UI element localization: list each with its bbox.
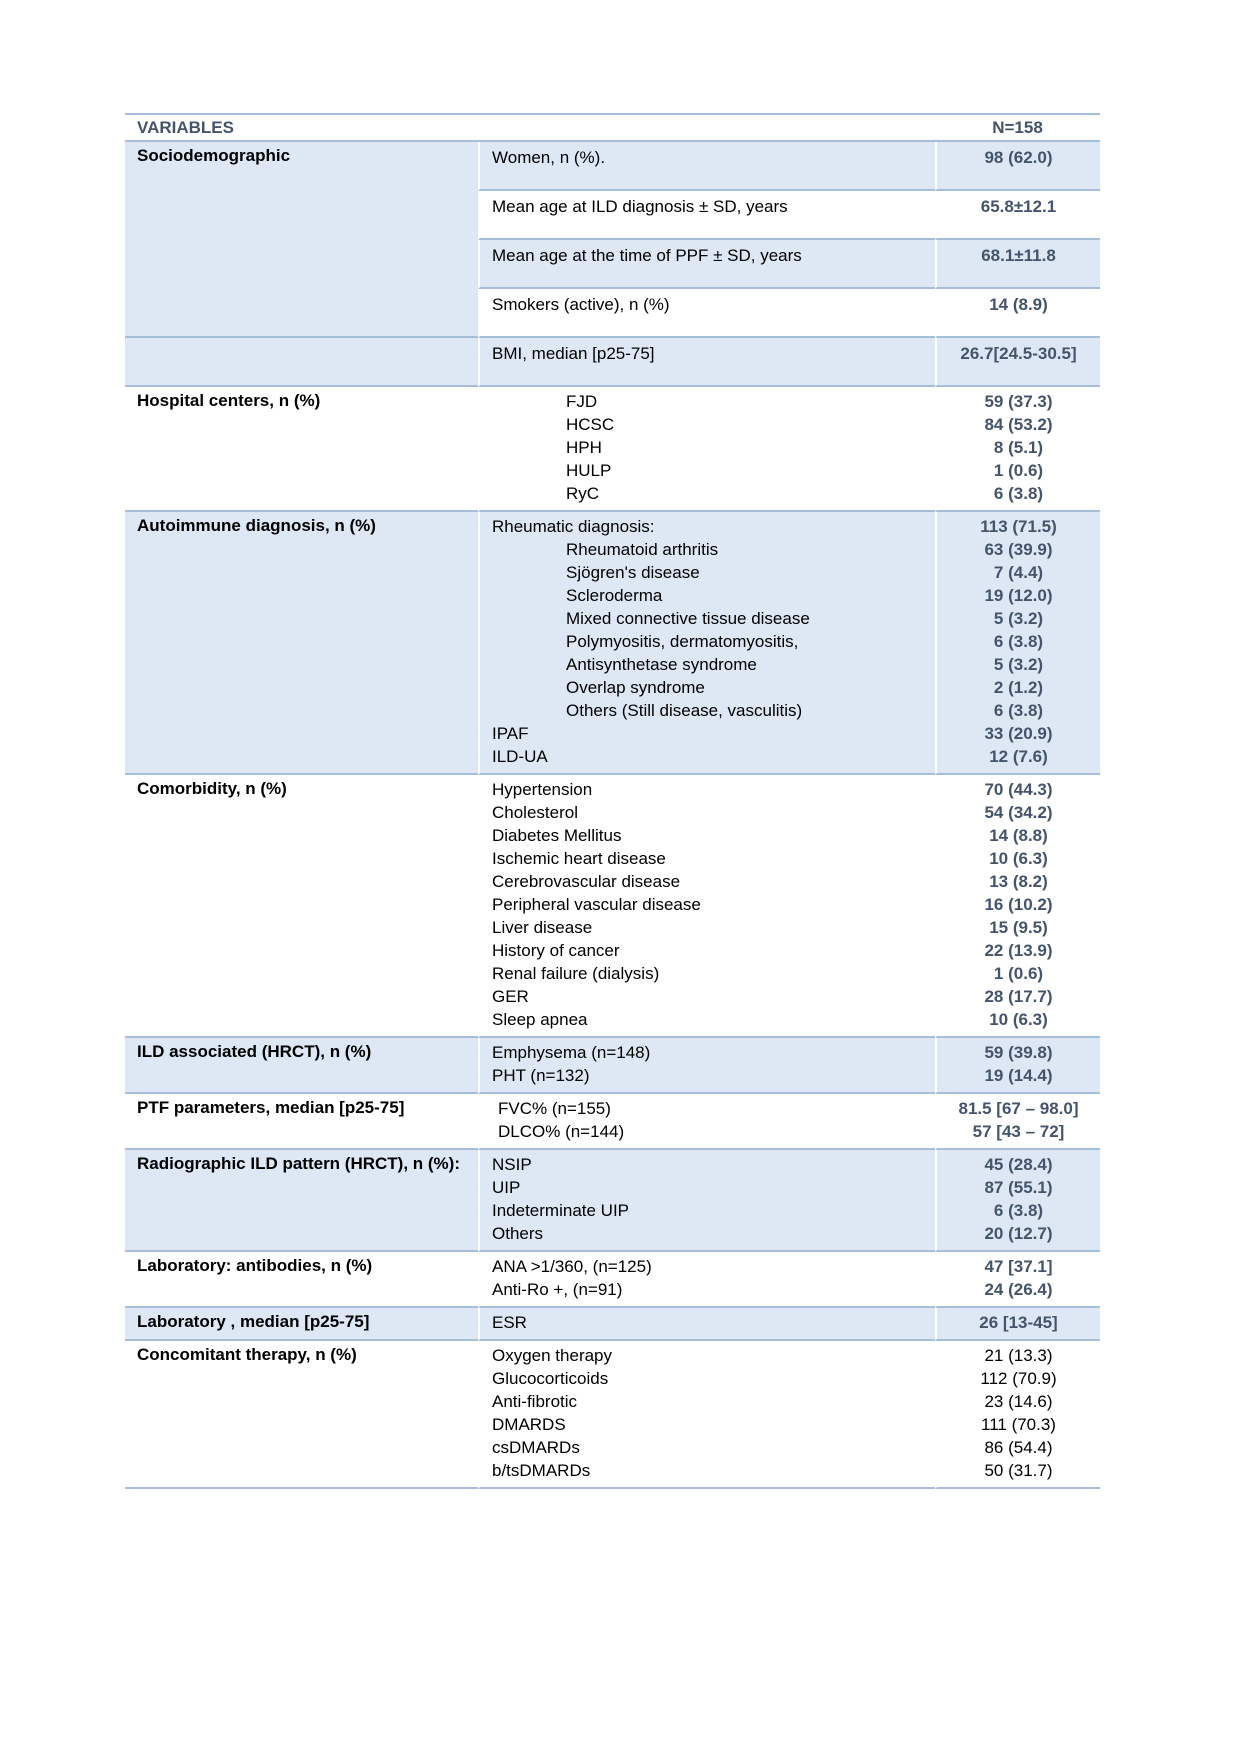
row-values: 21 (13.3) 112 (70.9) 23 (14.6) 111 (70.3) 86 (54.4) 50 (31.7) xyxy=(935,1341,1100,1489)
table-row xyxy=(125,775,1100,1038)
row-items: FVC% (n=155) DLCO% (n=144) xyxy=(478,1094,935,1150)
header-variables: VARIABLES xyxy=(125,113,478,142)
group-label-sociodemographic: Sociodemographic xyxy=(125,142,478,338)
row-items: Rheumatic diagnosis: Rheumatoid arthritis Sjögren's disease Scleroderma Mixed connective tissue disease Polymyositis, dermatomyositis, Antisynthetase syndrome Overlap syndrome Others (Still disease, vasculitis) IPAF ILD-UA xyxy=(478,512,935,775)
table-row xyxy=(125,1150,1100,1252)
row-item: BMI, median [p25-75] xyxy=(478,338,935,387)
row-value: 65.8±12.1 xyxy=(935,191,1100,240)
row-items: FJD HCSC HPH HULP RyC xyxy=(478,387,935,512)
study-variables-table xyxy=(125,113,1100,1489)
group-label-autoimmune: Autoimmune diagnosis, n (%) xyxy=(125,512,478,775)
table-row xyxy=(125,1341,1100,1489)
group-label-radiographic: Radiographic ILD pattern (HRCT), n (%): xyxy=(125,1150,478,1252)
table-row xyxy=(125,338,1100,387)
row-value: 98 (62.0) xyxy=(935,142,1100,191)
group-label-spacer xyxy=(125,338,478,387)
group-label-concomitant: Concomitant therapy, n (%) xyxy=(125,1341,478,1489)
row-items: Emphysema (n=148) PHT (n=132) xyxy=(478,1038,935,1094)
row-item: Mean age at the time of PPF ± SD, years xyxy=(478,240,935,289)
table-row xyxy=(125,1252,1100,1308)
group-label-lab-median: Laboratory , median [p25-75] xyxy=(125,1308,478,1341)
row-value: 14 (8.9) xyxy=(935,289,1100,338)
row-item: Women, n (%). xyxy=(478,142,935,191)
group-label-ptf: PTF parameters, median [p25-75] xyxy=(125,1094,478,1150)
header-spacer xyxy=(478,113,935,142)
row-values: 59 (39.8) 19 (14.4) xyxy=(935,1038,1100,1094)
row-items: ANA >1/360, (n=125) Anti-Ro +, (n=91) xyxy=(478,1252,935,1308)
row-items: Oxygen therapy Glucocorticoids Anti-fibrotic DMARDS csDMARDs b/tsDMARDs xyxy=(478,1341,935,1489)
row-values: 59 (37.3) 84 (53.2) 8 (5.1) 1 (0.6) 6 (3.8) xyxy=(935,387,1100,512)
row-items: Hypertension Cholesterol Diabetes Mellitus Ischemic heart disease Cerebrovascular disease Peripheral vascular disease Liver disease History of cancer Renal failure (dialysis) GER Sleep apnea xyxy=(478,775,935,1038)
row-values: 26 [13-45] xyxy=(935,1308,1100,1341)
group-label-lab-antibodies: Laboratory: antibodies, n (%) xyxy=(125,1252,478,1308)
row-values: 45 (28.4) 87 (55.1) 6 (3.8) 20 (12.7) xyxy=(935,1150,1100,1252)
table-header-row xyxy=(125,113,1100,142)
row-values: 81.5 [67 – 98.0] 57 [43 – 72] xyxy=(935,1094,1100,1150)
table-row xyxy=(125,512,1100,775)
row-item: Mean age at ILD diagnosis ± SD, years xyxy=(478,191,935,240)
header-n: N=158 xyxy=(935,113,1100,142)
row-values: 47 [37.1] 24 (26.4) xyxy=(935,1252,1100,1308)
row-values: 113 (71.5) 63 (39.9) 7 (4.4) 19 (12.0) 5 (3.2) 6 (3.8) 5 (3.2) 2 (1.2) 6 (3.8) 33 (20.9) 12 (7.6) xyxy=(935,512,1100,775)
row-value: 26.7[24.5-30.5] xyxy=(935,338,1100,387)
row-value: 68.1±11.8 xyxy=(935,240,1100,289)
table-row xyxy=(125,1308,1100,1341)
row-items: ESR xyxy=(478,1308,935,1341)
row-items: NSIP UIP Indeterminate UIP Others xyxy=(478,1150,935,1252)
table-row xyxy=(125,1038,1100,1094)
table-row xyxy=(125,142,1100,191)
group-label-hospital-centers: Hospital centers, n (%) xyxy=(125,387,478,512)
row-item: Smokers (active), n (%) xyxy=(478,289,935,338)
table-row xyxy=(125,1094,1100,1150)
group-label-comorbidity: Comorbidity, n (%) xyxy=(125,775,478,1038)
group-label-ild-associated: ILD associated (HRCT), n (%) xyxy=(125,1038,478,1094)
table-row xyxy=(125,387,1100,512)
row-values: 70 (44.3) 54 (34.2) 14 (8.8) 10 (6.3) 13 (8.2) 16 (10.2) 15 (9.5) 22 (13.9) 1 (0.6) 28 (17.7) 10 (6.3) xyxy=(935,775,1100,1038)
